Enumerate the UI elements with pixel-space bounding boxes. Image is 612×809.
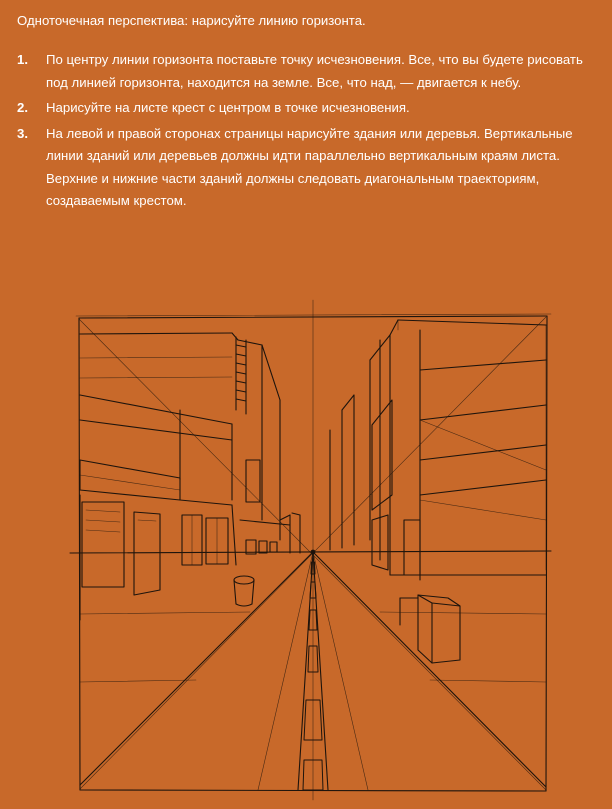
right-buildings <box>330 320 546 663</box>
step-number: 3. <box>17 125 28 141</box>
step-text: По центру линии горизонта поставьте точку исчезновения. Все, что вы будете рисовать под линией горизонта, находится на земле. Все, что над, — двигается к небу. <box>46 52 583 90</box>
intro-text: Одноточечная перспектива: нарисуйте линию горизонта. <box>17 13 366 28</box>
step-text: На левой и правой сторонах страницы нарисуйте здания или деревья. Вертикальные линии зданий или деревьев должны идти параллельно вертикальным краям листа. Верхние и нижние части зданий должны следовать диагональным траекториям, создаваемым крестом. <box>46 125 573 208</box>
perspective-guides <box>70 300 551 800</box>
left-buildings <box>80 333 300 620</box>
step-number: 2. <box>17 100 28 115</box>
step-number: 1. <box>17 52 28 67</box>
step-text: Нарисуйте на листе крест с центром в точке исчезновения. <box>46 100 410 115</box>
